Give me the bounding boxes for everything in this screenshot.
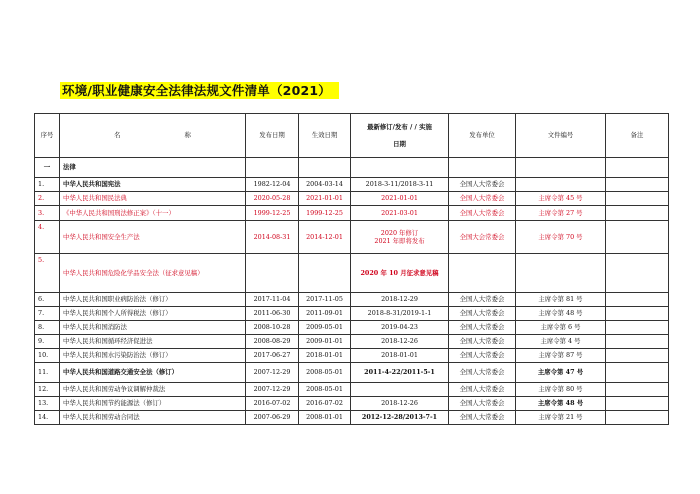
row-docno: 主席令第 48 号 [516, 397, 606, 411]
row-revise: 2019-04-23 [351, 321, 449, 335]
row-num: 6. [35, 293, 60, 307]
col-header-publish: 发布日期 [246, 114, 299, 158]
row-publish [246, 254, 299, 293]
row-docno: 主席令第 21 号 [516, 411, 606, 425]
col-header-effective: 生效日期 [299, 114, 351, 158]
row-num: 7. [35, 307, 60, 321]
row-unit: 全国人大常委会 [449, 192, 516, 206]
row-unit: 全国人大常委会 [449, 206, 516, 221]
row-revise-line1: 2020 年修订 [380, 228, 419, 237]
row-note [606, 335, 669, 349]
col-header-revise [351, 114, 449, 158]
table-row [35, 206, 669, 221]
row-effective: 2011-09-01 [299, 307, 351, 321]
row-num: 8. [35, 321, 60, 335]
row-publish: 2007-06-29 [246, 411, 299, 425]
row-revise-line2: 2021 年即将发布 [374, 237, 425, 245]
row-unit: 全国人大常委会 [449, 307, 516, 321]
row-docno: 主席令第 70 号 [516, 221, 606, 254]
row-publish: 2008-08-29 [246, 335, 299, 349]
row-docno [516, 178, 606, 192]
category-label: 法律 [60, 158, 246, 178]
row-revise [351, 383, 449, 397]
row-note [606, 221, 669, 254]
row-effective: 2014-12-01 [299, 221, 351, 254]
row-publish: 2007-12-29 [246, 383, 299, 397]
row-note [606, 383, 669, 397]
row-docno: 主席令第 45 号 [516, 192, 606, 206]
row-unit: 全国人大常委会 [449, 335, 516, 349]
row-effective: 2008-01-01 [299, 411, 351, 425]
row-publish: 2020-05-28 [246, 192, 299, 206]
row-unit: 全国人大常委会 [449, 397, 516, 411]
row-revise: 2018-3-11/2018-3-11 [351, 178, 449, 192]
row-publish: 2008-10-28 [246, 321, 299, 335]
row-name: 中华人民共和国消防法 [60, 321, 246, 335]
row-revise: 2021-01-01 [351, 192, 449, 206]
col-header-seq: 序号 [35, 114, 60, 158]
law-list-table [34, 113, 669, 425]
row-note [606, 178, 669, 192]
row-unit: 全国人大常委会 [449, 349, 516, 363]
row-effective: 2008-05-01 [299, 363, 351, 383]
table-row [35, 363, 669, 383]
header-row [35, 114, 669, 158]
row-num: 3. [35, 206, 60, 221]
row-publish: 1982-12-04 [246, 178, 299, 192]
row-effective: 2008-05-01 [299, 383, 351, 397]
row-publish: 2016-07-02 [246, 397, 299, 411]
row-revise: 2021-03-01 [351, 206, 449, 221]
row-effective [299, 254, 351, 293]
row-note [606, 293, 669, 307]
category-num: 一 [35, 158, 60, 178]
row-num: 10. [35, 349, 60, 363]
row-note [606, 349, 669, 363]
row-note [606, 363, 669, 383]
row-effective: 2009-05-01 [299, 321, 351, 335]
row-publish: 2014-08-31 [246, 221, 299, 254]
row-unit: 全国人大常委会 [449, 383, 516, 397]
row-docno: 主席令第 6 号 [516, 321, 606, 335]
row-docno: 主席令第 87 号 [516, 349, 606, 363]
row-num: 13. [35, 397, 60, 411]
row-effective: 2009-01-01 [299, 335, 351, 349]
row-name: 中华人民共和国道路交通安全法（修订） [60, 363, 246, 383]
row-name: 中华人民共和国水污染防治法（修订） [60, 349, 246, 363]
table-row [35, 383, 669, 397]
row-docno: 主席令第 27 号 [516, 206, 606, 221]
row-unit [449, 254, 516, 293]
row-num: 14. [35, 411, 60, 425]
table-row [35, 254, 669, 293]
row-publish: 2017-06-27 [246, 349, 299, 363]
row-note [606, 397, 669, 411]
row-name: 中华人民共和国宪法 [60, 178, 246, 192]
row-note [606, 192, 669, 206]
row-num: 1. [35, 178, 60, 192]
row-note [606, 321, 669, 335]
row-name: 中华人民共和国民法典 [60, 192, 246, 206]
row-docno: 主席令第 47 号 [516, 363, 606, 383]
row-num: 9. [35, 335, 60, 349]
row-effective: 2018-01-01 [299, 349, 351, 363]
row-num: 4. [35, 221, 60, 254]
row-name: 中华人民共和国个人所得税法（修订） [60, 307, 246, 321]
row-unit: 全国人大常委会 [449, 178, 516, 192]
row-publish: 2017-11-04 [246, 293, 299, 307]
page-title: 环境/职业健康安全法律法规文件清单（2021） [60, 82, 339, 99]
row-docno: 主席令第 48 号 [516, 307, 606, 321]
row-effective: 2017-11-05 [299, 293, 351, 307]
row-unit: 全国人大常委会 [449, 321, 516, 335]
row-unit: 全国大会常委会 [449, 221, 516, 254]
row-revise: 2018-12-29 [351, 293, 449, 307]
table-row [35, 178, 669, 192]
row-revise: 2018-12-26 [351, 397, 449, 411]
row-note [606, 254, 669, 293]
row-publish: 1999-12-25 [246, 206, 299, 221]
row-name: 中华人民共和国劳动争议调解仲裁法 [60, 383, 246, 397]
col-header-revise-a: 最新修订/发布 / / 实施 [367, 123, 432, 132]
row-name: 中华人民共和国安全生产法 [60, 221, 246, 254]
table-row [35, 411, 669, 425]
table-row [35, 221, 669, 254]
row-docno: 主席令第 4 号 [516, 335, 606, 349]
row-unit: 全国人大常委会 [449, 363, 516, 383]
table-row [35, 397, 669, 411]
row-publish: 2011-06-30 [246, 307, 299, 321]
table-row [35, 321, 669, 335]
col-header-revise-b: 日期 [393, 139, 406, 148]
category-row [35, 158, 669, 178]
row-num: 2. [35, 192, 60, 206]
row-revise: 2020 年 10 月征求意见稿 [351, 254, 449, 293]
row-effective: 2021-01-01 [299, 192, 351, 206]
col-header-name-b: 称 [184, 131, 191, 140]
row-num: 12. [35, 383, 60, 397]
col-header-note: 备注 [606, 114, 669, 158]
row-effective: 1999-12-25 [299, 206, 351, 221]
row-note [606, 411, 669, 425]
table-row [35, 192, 669, 206]
row-name: 中华人民共和国职业病防治法（修订） [60, 293, 246, 307]
col-header-name [60, 114, 246, 158]
table-row [35, 349, 669, 363]
row-note [606, 307, 669, 321]
table-row [35, 293, 669, 307]
row-docno: 主席令第 80 号 [516, 383, 606, 397]
row-docno [516, 254, 606, 293]
row-num: 11. [35, 363, 60, 383]
row-num: 5. [35, 254, 60, 293]
row-unit: 全国人大常委会 [449, 293, 516, 307]
col-header-docno: 文件编号 [516, 114, 606, 158]
row-revise: 2018-01-01 [351, 349, 449, 363]
row-publish: 2007-12-29 [246, 363, 299, 383]
row-effective: 2016-07-02 [299, 397, 351, 411]
table-row [35, 335, 669, 349]
row-name: 中华人民共和国循环经济促进法 [60, 335, 246, 349]
col-header-unit: 发布单位 [449, 114, 516, 158]
row-name: 中华人民共和国节约能源法（修订） [60, 397, 246, 411]
row-revise: 2018-8-31/2019-1-1 [351, 307, 449, 321]
row-name: 中华人民共和国危险化学品安全法（征求意见稿） [60, 254, 246, 293]
row-revise: 2011-4-22/2011-5-1 [351, 363, 449, 383]
row-revise: 2012-12-28/2013-7-1 [351, 411, 449, 425]
row-revise [351, 221, 449, 254]
row-name: 《中华人民共和国刑法修正案》（十一） [60, 206, 246, 221]
col-header-name-a: 名 [114, 131, 121, 140]
row-docno: 主席令第 81 号 [516, 293, 606, 307]
row-effective: 2004-03-14 [299, 178, 351, 192]
row-revise: 2018-12-26 [351, 335, 449, 349]
row-unit: 全国人大常委会 [449, 411, 516, 425]
table-row [35, 307, 669, 321]
row-note [606, 206, 669, 221]
row-name: 中华人民共和国劳动合同法 [60, 411, 246, 425]
title-wrap [60, 80, 339, 99]
